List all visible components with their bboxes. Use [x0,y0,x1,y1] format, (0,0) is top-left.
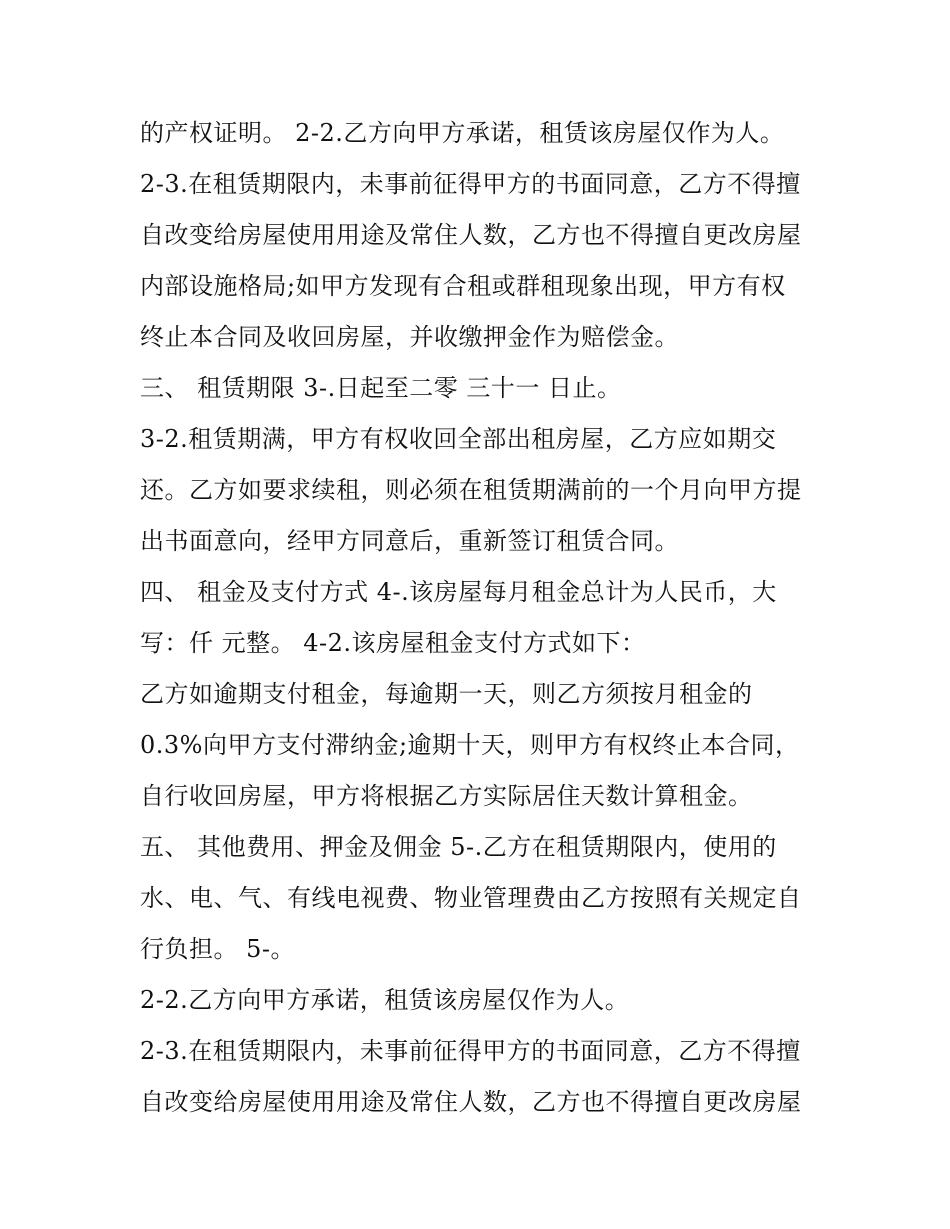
text-line: 自改变给房屋使用用途及常住人数，乙方也不得擅自更改房屋 [140,1088,802,1116]
text-line: 行负担。 5-。 [140,935,296,963]
document-body [140,108,840,1128]
text-line: 0.3%向甲方支付滞纳金;逾期十天，则甲方有权终止本合同， [140,731,800,759]
text-line: 的产权证明。 2-2.乙方向甲方承诺，租赁该房屋仅作为人。 [140,119,785,147]
text-line: 内部设施格局;如甲方发现有合租或群租现象出现，甲方有权 [140,272,786,300]
text-line: 出书面意向，经甲方同意后，重新签订租赁合同。 [140,527,679,555]
text-line: 还。乙方如要求续租，则必须在租赁期满前的一个月向甲方提 [140,476,802,504]
text-line: 水、电、气、有线电视费、物业管理费由乙方按照有关规定自 [140,884,802,912]
text-line: 乙方如逾期支付租金，每逾期一天，则乙方须按月租金的 [140,680,753,708]
text-line: 四、 租金及支付方式 4-.该房屋每月租金总计为人民币，大 [140,578,777,606]
text-line: 3-2.租赁期满，甲方有权收回全部出租房屋，乙方应如期交 [140,425,777,453]
text-line: 三、 租赁期限 3-.日起至二零 三十一 日止。 [140,374,622,402]
text-line: 2-3.在租赁期限内，未事前征得甲方的书面同意，乙方不得擅 [140,1037,801,1065]
text-line: 终止本合同及收回房屋，并收缴押金作为赔偿金。 [140,323,679,351]
text-line: 2-3.在租赁期限内，未事前征得甲方的书面同意，乙方不得擅 [140,170,801,198]
text-line: 写：仟 元整。 4-2.该房屋租金支付方式如下： [140,629,646,657]
text-line: 自行收回房屋，甲方将根据乙方实际居住天数计算租金。 [140,782,753,810]
text-line: 五、 其他费用、押金及佣金 5-.乙方在租赁期限内，使用的 [140,833,777,861]
text-line: 2-2.乙方向甲方承诺，租赁该房屋仅作为人。 [140,986,630,1014]
text-line: 自改变给房屋使用用途及常住人数，乙方也不得擅自更改房屋 [140,221,802,249]
